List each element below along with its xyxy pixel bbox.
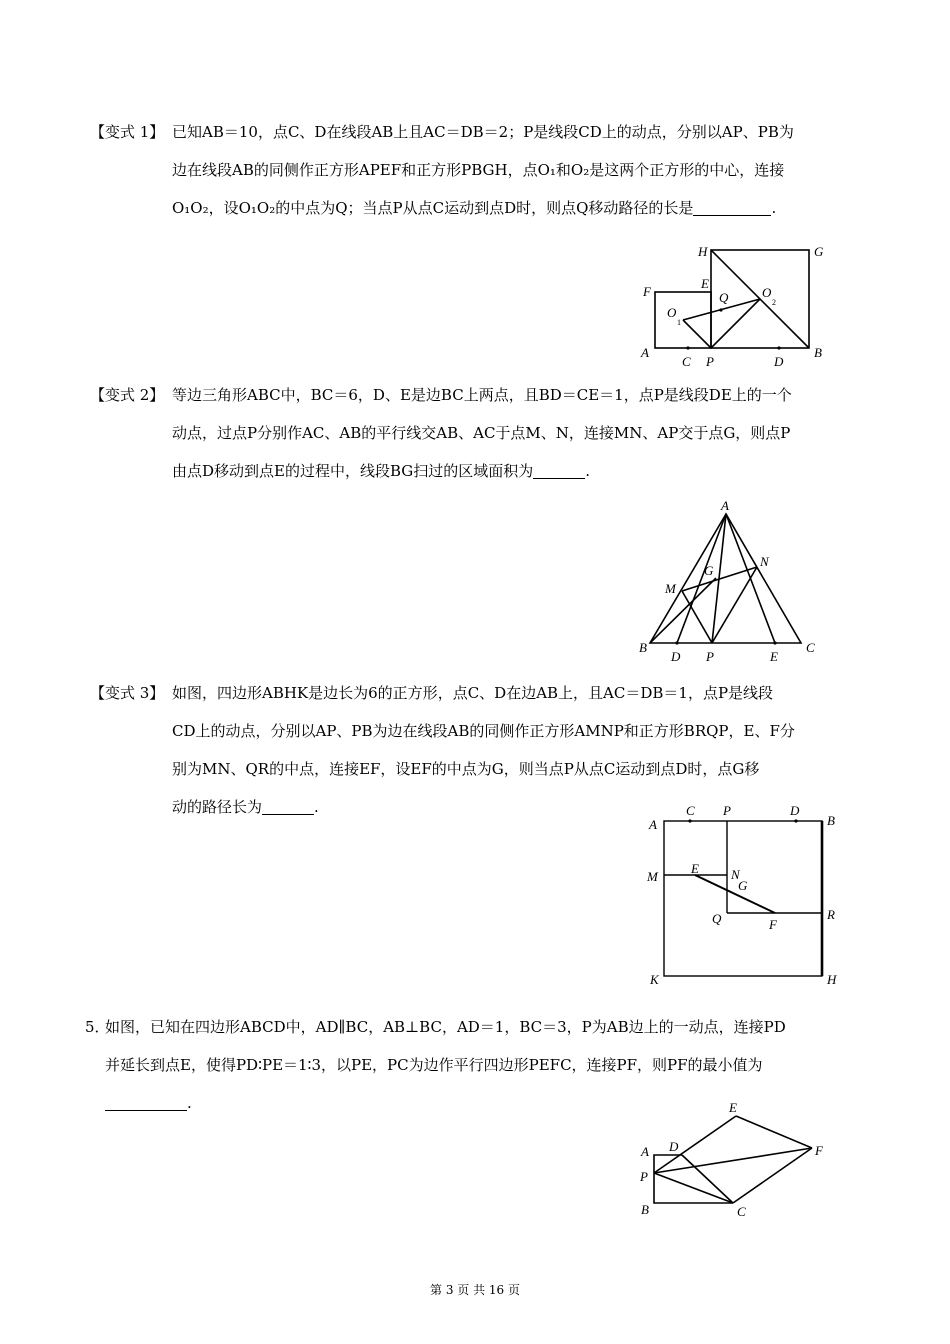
period: . bbox=[314, 798, 319, 816]
variant-3-line-4 bbox=[172, 791, 319, 824]
answer-blank bbox=[105, 1094, 187, 1111]
segment-pm bbox=[682, 591, 712, 643]
diagonal-hb bbox=[711, 250, 809, 348]
answer-blank bbox=[533, 462, 585, 479]
label-e: E bbox=[691, 861, 699, 876]
segment-mn bbox=[682, 567, 757, 591]
label-d: D bbox=[774, 354, 784, 369]
segment-pc bbox=[654, 1173, 733, 1203]
label-o1: O bbox=[667, 305, 677, 320]
problem-5-label: 5． bbox=[85, 1018, 110, 1036]
period: . bbox=[187, 1094, 192, 1112]
segment-ef bbox=[736, 1116, 812, 1148]
label-q: Q bbox=[712, 911, 722, 926]
label-d: D bbox=[671, 649, 681, 664]
variant-2-line-3-text: 由点D移动到点E的过程中，线段BG扫过的区域面积为 bbox=[172, 462, 534, 480]
label-k: K bbox=[650, 972, 659, 987]
label-o1-sub: 1 bbox=[677, 318, 681, 327]
label-n: N bbox=[760, 554, 769, 569]
variant-3-line-1: 如图，四边形ABHK是边长为6的正方形，点C、D在边AB上，且AC＝DB＝1，点P是线段 bbox=[172, 684, 774, 702]
segment-ap bbox=[712, 514, 726, 643]
segment-o1-p bbox=[683, 320, 711, 348]
label-h: H bbox=[698, 244, 708, 259]
variant-3-line-2: CD上的动点，分别以AP、PB为边在线段AB的同侧作正方形AMNP和正方形BRQP，E、F分 bbox=[172, 722, 795, 740]
label-p: P bbox=[723, 803, 731, 818]
segment-ae bbox=[726, 514, 775, 643]
label-m: M bbox=[647, 869, 658, 884]
variant-2-line-2: 动点，过点P分别作AC、AB的平行线交AB、AC于点M、N，连接MN、AP交于点G，则点P bbox=[172, 424, 791, 442]
label-e: E bbox=[729, 1100, 737, 1115]
label-b: B bbox=[814, 345, 822, 360]
label-g: G bbox=[738, 878, 748, 893]
period: . bbox=[585, 462, 591, 480]
label-g: G bbox=[814, 244, 824, 259]
label-p: P bbox=[706, 354, 714, 369]
label-d: D bbox=[669, 1139, 679, 1154]
label-n: N bbox=[731, 867, 740, 882]
label-g: G bbox=[704, 563, 714, 578]
label-r: R bbox=[827, 907, 835, 922]
label-f: F bbox=[769, 917, 777, 932]
label-m: M bbox=[665, 581, 676, 596]
label-b: B bbox=[641, 1202, 649, 1217]
label-h: H bbox=[827, 972, 837, 987]
variant-3-line-3: 别为MN、QR的中点，连接EF，设EF的中点为G，则当点P从点C运动到点D时，点G移 bbox=[172, 760, 760, 778]
problem-5-line-2: 并延长到点E，使得PD∶PE＝1∶3，以PE，PC为边作平行四边形PEFC，连接PF，则PF的最小值为 bbox=[105, 1056, 763, 1074]
label-a: A bbox=[641, 345, 649, 360]
square-apef bbox=[655, 292, 711, 348]
variant-1-line-3-text: O₁O₂，设O₁O₂的中点为Q；当点P从点C运动到点D时，则点Q移动路径的长是 bbox=[172, 199, 694, 217]
quadrilateral-abcd bbox=[654, 1155, 733, 1203]
segment-ad bbox=[677, 514, 726, 643]
label-a: A bbox=[721, 498, 729, 513]
variant-3-label: 【变式 3】 bbox=[90, 684, 165, 702]
variant-1-line-2: 边在线段AB的同侧作正方形APEF和正方形PBGH，点O₁和O₂是这两个正方形的中心，连接 bbox=[172, 161, 785, 179]
variant-2-line-3 bbox=[172, 455, 590, 488]
variant-2-label: 【变式 2】 bbox=[90, 386, 165, 404]
segment-o1-o2 bbox=[683, 299, 760, 320]
label-f: F bbox=[815, 1143, 823, 1158]
label-o2: O bbox=[762, 285, 772, 300]
label-p: P bbox=[640, 1169, 648, 1184]
segment-p-o2 bbox=[711, 299, 760, 348]
variant-1-line-3 bbox=[172, 192, 776, 225]
label-q: Q bbox=[719, 290, 729, 305]
variant-3-line-4-text: 动的路径长为 bbox=[172, 798, 263, 816]
answer-blank bbox=[693, 199, 771, 216]
label-c: C bbox=[737, 1204, 746, 1219]
label-p: P bbox=[706, 649, 714, 664]
segment-pe bbox=[654, 1116, 736, 1173]
label-e: E bbox=[701, 276, 709, 291]
segment-pn bbox=[712, 567, 757, 643]
label-a: A bbox=[649, 817, 657, 832]
segment-dc bbox=[682, 1155, 733, 1203]
triangle-abc bbox=[650, 514, 801, 643]
period: . bbox=[771, 199, 777, 217]
problem-5-line-1: 如图，已知在四边形ABCD中，AD∥BC，AB⊥BC，AD＝1，BC＝3，P为AB边上的一动点，连接PD bbox=[105, 1018, 786, 1036]
label-b: B bbox=[827, 813, 835, 828]
label-c: C bbox=[682, 354, 691, 369]
label-f: F bbox=[643, 284, 651, 299]
square-abhk bbox=[664, 821, 822, 976]
segment-fc bbox=[733, 1148, 812, 1203]
segment-pf bbox=[654, 1148, 812, 1173]
variant-1-line-1: 已知AB＝10，点C、D在线段AB上且AC＝DB＝2；P是线段CD上的动点，分别以AP、PB为 bbox=[172, 123, 794, 141]
answer-blank bbox=[262, 798, 314, 815]
label-d: D bbox=[790, 803, 800, 818]
variant-2-line-1: 等边三角形ABC中，BC＝6，D、E是边BC上两点，且BD＝CE＝1，点P是线段DE上的一个 bbox=[172, 386, 792, 404]
square-pbgh bbox=[711, 250, 809, 348]
variant-1-label: 【变式 1】 bbox=[90, 123, 165, 141]
label-e: E bbox=[770, 649, 778, 664]
label-o2-sub: 2 bbox=[772, 298, 776, 307]
label-c: C bbox=[686, 803, 695, 818]
segment-bg bbox=[650, 578, 716, 643]
label-a: A bbox=[641, 1144, 649, 1159]
label-b: B bbox=[639, 640, 647, 655]
page-footer: 第 3 页 共 16 页 bbox=[430, 1283, 520, 1297]
problem-5-line-3 bbox=[105, 1087, 192, 1120]
segment-ef bbox=[695, 875, 775, 913]
label-c: C bbox=[806, 640, 815, 655]
